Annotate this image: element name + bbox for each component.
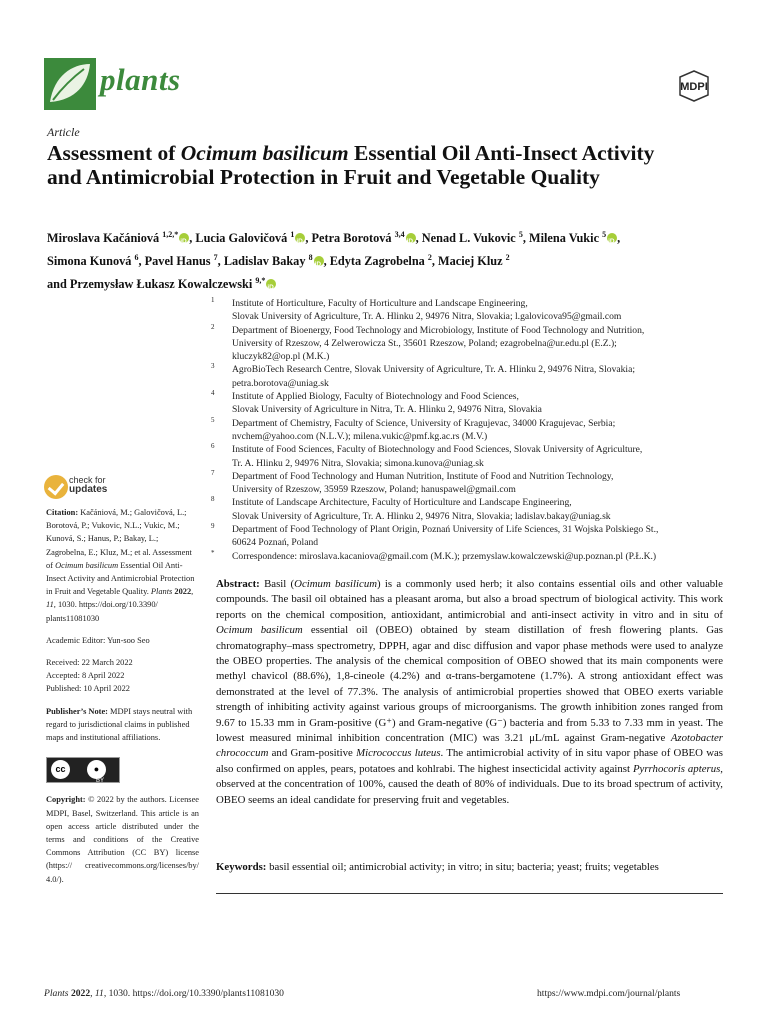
abstract-text: and Gram-positive [268,747,357,760]
abstract [216,577,723,808]
mdpi-logo-icon [668,70,720,102]
affiliation-number: * [211,548,215,557]
affiliation-line: Institute of Food Sciences, Faculty of Biotechnology and Food Sciences, Slovak University of Agriculture, [232,444,643,456]
affiliation-line: University of Rzeszow, 35959 Rzeszow, Poland; hanuspawel@gmail.com [232,484,516,496]
affiliation-line: Department of Bioenergy, Food Technology and Microbiology, Institute of Food Technology and Nutrition, [232,324,645,336]
citation-text: Kačániová, M.; Galovičová, L.; Borotová, P.; Vukovic, N.L.; Vukic, M.; Kunová, S.; Hanus, P.; Bakay, L.; Zagrobelna, E.; Kluz, M.; et al. Assessment of [46,508,192,570]
species-name: Ocimum basilicum [294,578,378,590]
orcid-icon[interactable] [607,233,617,243]
species-name: Azotobacter chrococcum [216,732,723,760]
journal-name: plants [100,62,181,97]
copyright-label: Copyright: [46,795,86,805]
author-name[interactable]: Nenad L. Vukovic [421,231,519,246]
abstract-label: Abstract: [216,578,260,590]
citation-species: Ocimum basilicum [55,560,119,570]
orcid-icon[interactable] [295,233,305,243]
author-name[interactable]: Ladislav Bakay [223,254,309,269]
publisher-note [46,705,199,745]
affiliation-item [208,550,728,563]
footer-doi[interactable]: , 1030. https://doi.org/10.3390/plants11081030 [103,988,284,999]
publisher-note-text: MDPI stays neutral with regard to jurisdictional claims in published maps and institutional affiliations. [46,706,193,743]
abstract-body [216,578,723,806]
affiliation-line: Institute of Applied Biology, Faculty of Biotechnology and Food Sciences, [232,391,519,403]
affiliations [208,297,728,563]
species-name: Pyrrhocoris apterus [632,762,721,775]
keywords [216,860,723,875]
orcid-icon[interactable] [266,279,276,289]
affiliation-line: Correspondence: miroslava.kacaniova@gmail.com (M.K.); przemyslaw.kowalczewski@up.poznan.pl (P.Ł.K.) [232,550,657,562]
author-affiliation-sup: 3,4 [394,230,405,239]
affiliation-number: 6 [211,442,215,451]
footer-citation: Plants 2022, 11, 1030. https://doi.org/10.3390/plants11081030 [44,988,284,999]
affiliation-item [208,417,728,444]
affiliation-line: Slovak University of Agriculture in Nitra, Tr. A. Hlinku 2, 94976 Nitra, Slovakia [232,404,542,416]
author-affiliation-sup: 8 [308,253,313,263]
affiliation-line: petra.borotova@uniag.sk [232,377,329,389]
footer-journal-link[interactable]: https://www.mdpi.com/journal/plants [537,988,681,999]
citation-text2: Essential Oil Anti-Insect Activity and Antimicrobial Protection in Fruit and Vegetable Quality. [46,560,195,597]
affiliation-number: 7 [211,468,215,477]
affiliation-number: 5 [211,415,215,424]
orcid-icon[interactable] [179,233,189,243]
footer-year: 2022 [70,988,91,999]
affiliation-item [208,297,728,324]
affiliation-line: Tr. A. Hlinku 2, 94976 Nitra, Slovakia; simona.kunova@uniag.sk [232,457,484,469]
by-person-icon: ● [87,760,106,779]
affiliation-line: Slovak University of Agriculture, Tr. A. Hlinku 2, 94976 Nitra, Slovakia; ladislav.bakay@uniag.sk [232,510,611,522]
article-title [47,141,687,189]
affiliation-number: 9 [211,522,215,531]
published-date: Published: 10 April 2022 [46,684,130,694]
affiliation-line: Institute of Horticulture, Faculty of Horticulture and Landscape Engineering, [232,298,528,309]
title-species: Ocimum basilicum [180,141,349,165]
copyright-text: © 2022 by the authors. Licensee MDPI, Basel, Switzerland. This article is an open access article distributed under the terms and conditions of the Creative Commons Attribution (CC BY) license (https:// creativecommons.org/licenses/by/ 4.0/). [46,795,200,884]
divider [216,893,723,894]
abstract-text: essential oil (OBEO) obtained by steam distillation of fresh flowering plants. Gas chromatography–mass spectrometry, DPPH, agar and disc diffusion and vapor phase methods were used to analyze the OBEO properties. The analysis of the chemical composition of OBEO showed that its main components were methyl chavicol (88.6%), 1,8-cineole (4.2%) and α-trans-bergamotene (1.7%). A strong antioxidant effect was demonstrated at the level of 77.3%. The analysis of antimicrobial properties showed that OBEO exerts variable strength of inhibiting activity against various groups of microorganisms. The growth inhibition zones ranged from 9.67 to 15.33 mm in Gram-positive (G⁺) and Gram-negative (G⁻) bacteria and from 5.33 to 7.33 mm in yeast. The lowest measured minimal inhibition concentration (MIC) was 3.21 μL/mL against Gram-negative [216,624,723,745]
species-name: Micrococcus luteus [356,747,441,760]
affiliation-line: University of Rzeszow, 4 Zelwerowicza St., 35601 Rzeszow, Poland; ezagrobelna@ur.edu.pl (E.Z.); [232,337,617,349]
affiliation-number: 3 [211,362,215,371]
author-name[interactable]: Przemysław Łukasz Kowalczewski [69,277,256,292]
check-for-updates-button[interactable] [44,475,124,501]
author-name[interactable]: Miroslava Kačániová [47,231,163,246]
abstract-text: . The antimicrobial activity of in situ vapor phase of OBEO was also confirmed on apples, pears, potatoes and kohlrabi. The highest insecticidal activity against [216,747,723,775]
abstract-text: ) is a commonly used herb; it also contains essential oils and other valuable compounds. The basil oil obtained has a pleasant aroma, but also a broad spectrum of biological activity. This work reports on the chemical composition, antioxidant, antimicrobial and anti-insect activity in vitro and in situ of [216,578,723,621]
affiliation-item [208,443,728,470]
authors-and: and [47,277,70,292]
accepted-date: Accepted: 8 April 2022 [46,671,125,681]
affiliation-item [208,523,728,550]
check-updates-line1: check for [69,475,106,485]
footer-volume: 11 [94,988,104,999]
academic-editor: Academic Editor: Yun-soo Seo [46,635,150,645]
cc-by-license-icon[interactable] [46,757,120,783]
affiliation-item [208,390,728,417]
orcid-icon[interactable] [314,256,324,266]
affiliation-line: Department of Food Technology and Human Nutrition, Institute of Food and Nutrition Technology, [232,470,614,482]
affiliation-number: 2 [211,322,215,331]
author-name[interactable]: Maciej Kluz [438,254,506,269]
affiliation-line: Institute of Landscape Architecture, Faculty of Horticulture and Landscape Engineering, [232,497,572,509]
author-affiliation-sup: 5 [518,230,523,239]
author-name[interactable]: Edyta Zagrobelna [329,254,428,269]
affiliation-line: Slovak University of Agriculture, Tr. A. Hlinku 2, 94976 Nitra, Slovakia; l.galovicova95@gmail.com [232,311,622,323]
affiliation-item [208,496,728,523]
title-part1: Assessment of [47,141,181,165]
affiliation-number: 1 [211,296,215,304]
author-name[interactable]: Petra Borotová [311,231,395,246]
author-name[interactable]: Lucia Galovičová [195,231,291,246]
affiliation-number: 8 [211,495,215,504]
author-affiliation-sup: 6 [134,253,139,263]
footer-journal: Plants [44,988,69,999]
author-name[interactable]: Pavel Hanus [144,254,214,269]
checkmark-icon [44,475,68,499]
affiliation-number: 4 [211,389,215,398]
keywords-text: basil essential oil; antimicrobial activity; in vitro; in situ; bacteria; yeast; fruits; vegetables [269,861,659,873]
species-name: Ocimum basilicum [216,624,303,637]
plants-logo-icon [44,58,96,110]
affiliation-line: Department of Food Technology of Plant Origin, Poznań University of Life Sciences, 31 Wojska Polskiego St., [232,524,659,536]
author-affiliation-sup: 2 [427,253,432,263]
title-part2: Essential Oil Anti-Insect Activity and Antimicrobial Protection in Fruit and Vegetable Quality [47,141,655,189]
affiliation-item [208,470,728,497]
citation-journal: Plants [150,587,173,597]
affiliation-item [208,363,728,390]
abstract-text: Basil ( [264,578,295,590]
affiliation-line: nvchem@yahoo.com (N.L.V.); milena.vukic@pmf.kg.ac.rs (M.V.) [232,430,488,442]
affiliation-item [208,324,728,364]
mdpi-logo-text: MDPI [680,81,708,93]
affiliation-line: 60624 Poznań, Poland [232,537,319,549]
author-affiliation-sup: 7 [213,253,218,263]
orcid-icon[interactable] [406,233,416,243]
keywords-label: Keywords: [216,861,267,873]
author-affiliation-sup: 1,2,* [162,230,179,239]
author-affiliation-sup: 1 [290,230,295,239]
citation-label: Citation: [46,508,79,517]
publisher-note-label: Publisher’s Note: [46,706,108,716]
author-affiliation-sup: 2 [505,253,510,263]
affiliation-line: kluczyk82@op.pl (M.K.) [232,351,330,363]
citation-doi[interactable]: , 1030. https://doi.org/10.3390/ plants11081030 [46,600,158,623]
author-list: Miroslava Kačániová $^{1,2,*}$iD , Lucia Galovičová $^1$iD , Petra Borotová $^{3,4}$iD , Nenad L. Vukovic $^5$, Milena Vukic $^5$iD , Simona Kunová $^6$, Pavel Hanus $^7$, Ladislav Bakay $^8$iD , Edyta Zagrobelna $^2$, Maciej Kluz $^2$ and Przemysław Łukasz Kowalczewski $^{9,*}$iD [47,225,727,294]
author-affiliation-sup: 9,* [255,276,266,286]
author-name[interactable]: Milena Vukic [528,231,603,246]
received-date: Received: 22 March 2022 [46,658,133,668]
article-type: Article [47,125,80,139]
author-name[interactable]: Simona Kunová [47,254,135,269]
cc-icon: cc [51,760,70,779]
affiliation-line: AgroBioTech Research Centre, Slovak University of Agriculture, Tr. A. Hlinku 2, 94976 Nitra, Slovakia; [232,364,636,376]
cc-by-label: BY [95,778,104,785]
sidebar [46,506,199,895]
check-updates-line2: updates [69,484,108,495]
affiliation-line: Department of Chemistry, Faculty of Science, University of Kragujevac, 34000 Kragujevac, Serbia; [232,417,616,429]
copyright [46,793,199,885]
citation-volume: 11 [46,600,54,610]
author-affiliation-sup: 5 [602,230,607,239]
citation: Citation: Kačániová, M.; Galovičová, L.; Borotová, P.; Vukovic, N.L.; Vukic, M.; Kunová, S.; Hanus, P.; Bakay, L.; Zagrobelna, E.; Kluz, M.; et al. Assessment of Ocimum basilicum Essential Oil Anti-Insect Activity and Antimicrobial Protection in Fruit and Vegetable Quality. Plants 2022, 11, 1030. https://doi.org/10.3390/ plants11081030 [46,508,195,623]
abstract-text: , observed at the concentration of 100%, caused the death of 80% of individuals. Due to its broad spectrum of activity, OBEO seems an ideal candidate for preserving fruit and vegetables. [216,762,723,806]
citation-year: 2022 [174,587,192,597]
